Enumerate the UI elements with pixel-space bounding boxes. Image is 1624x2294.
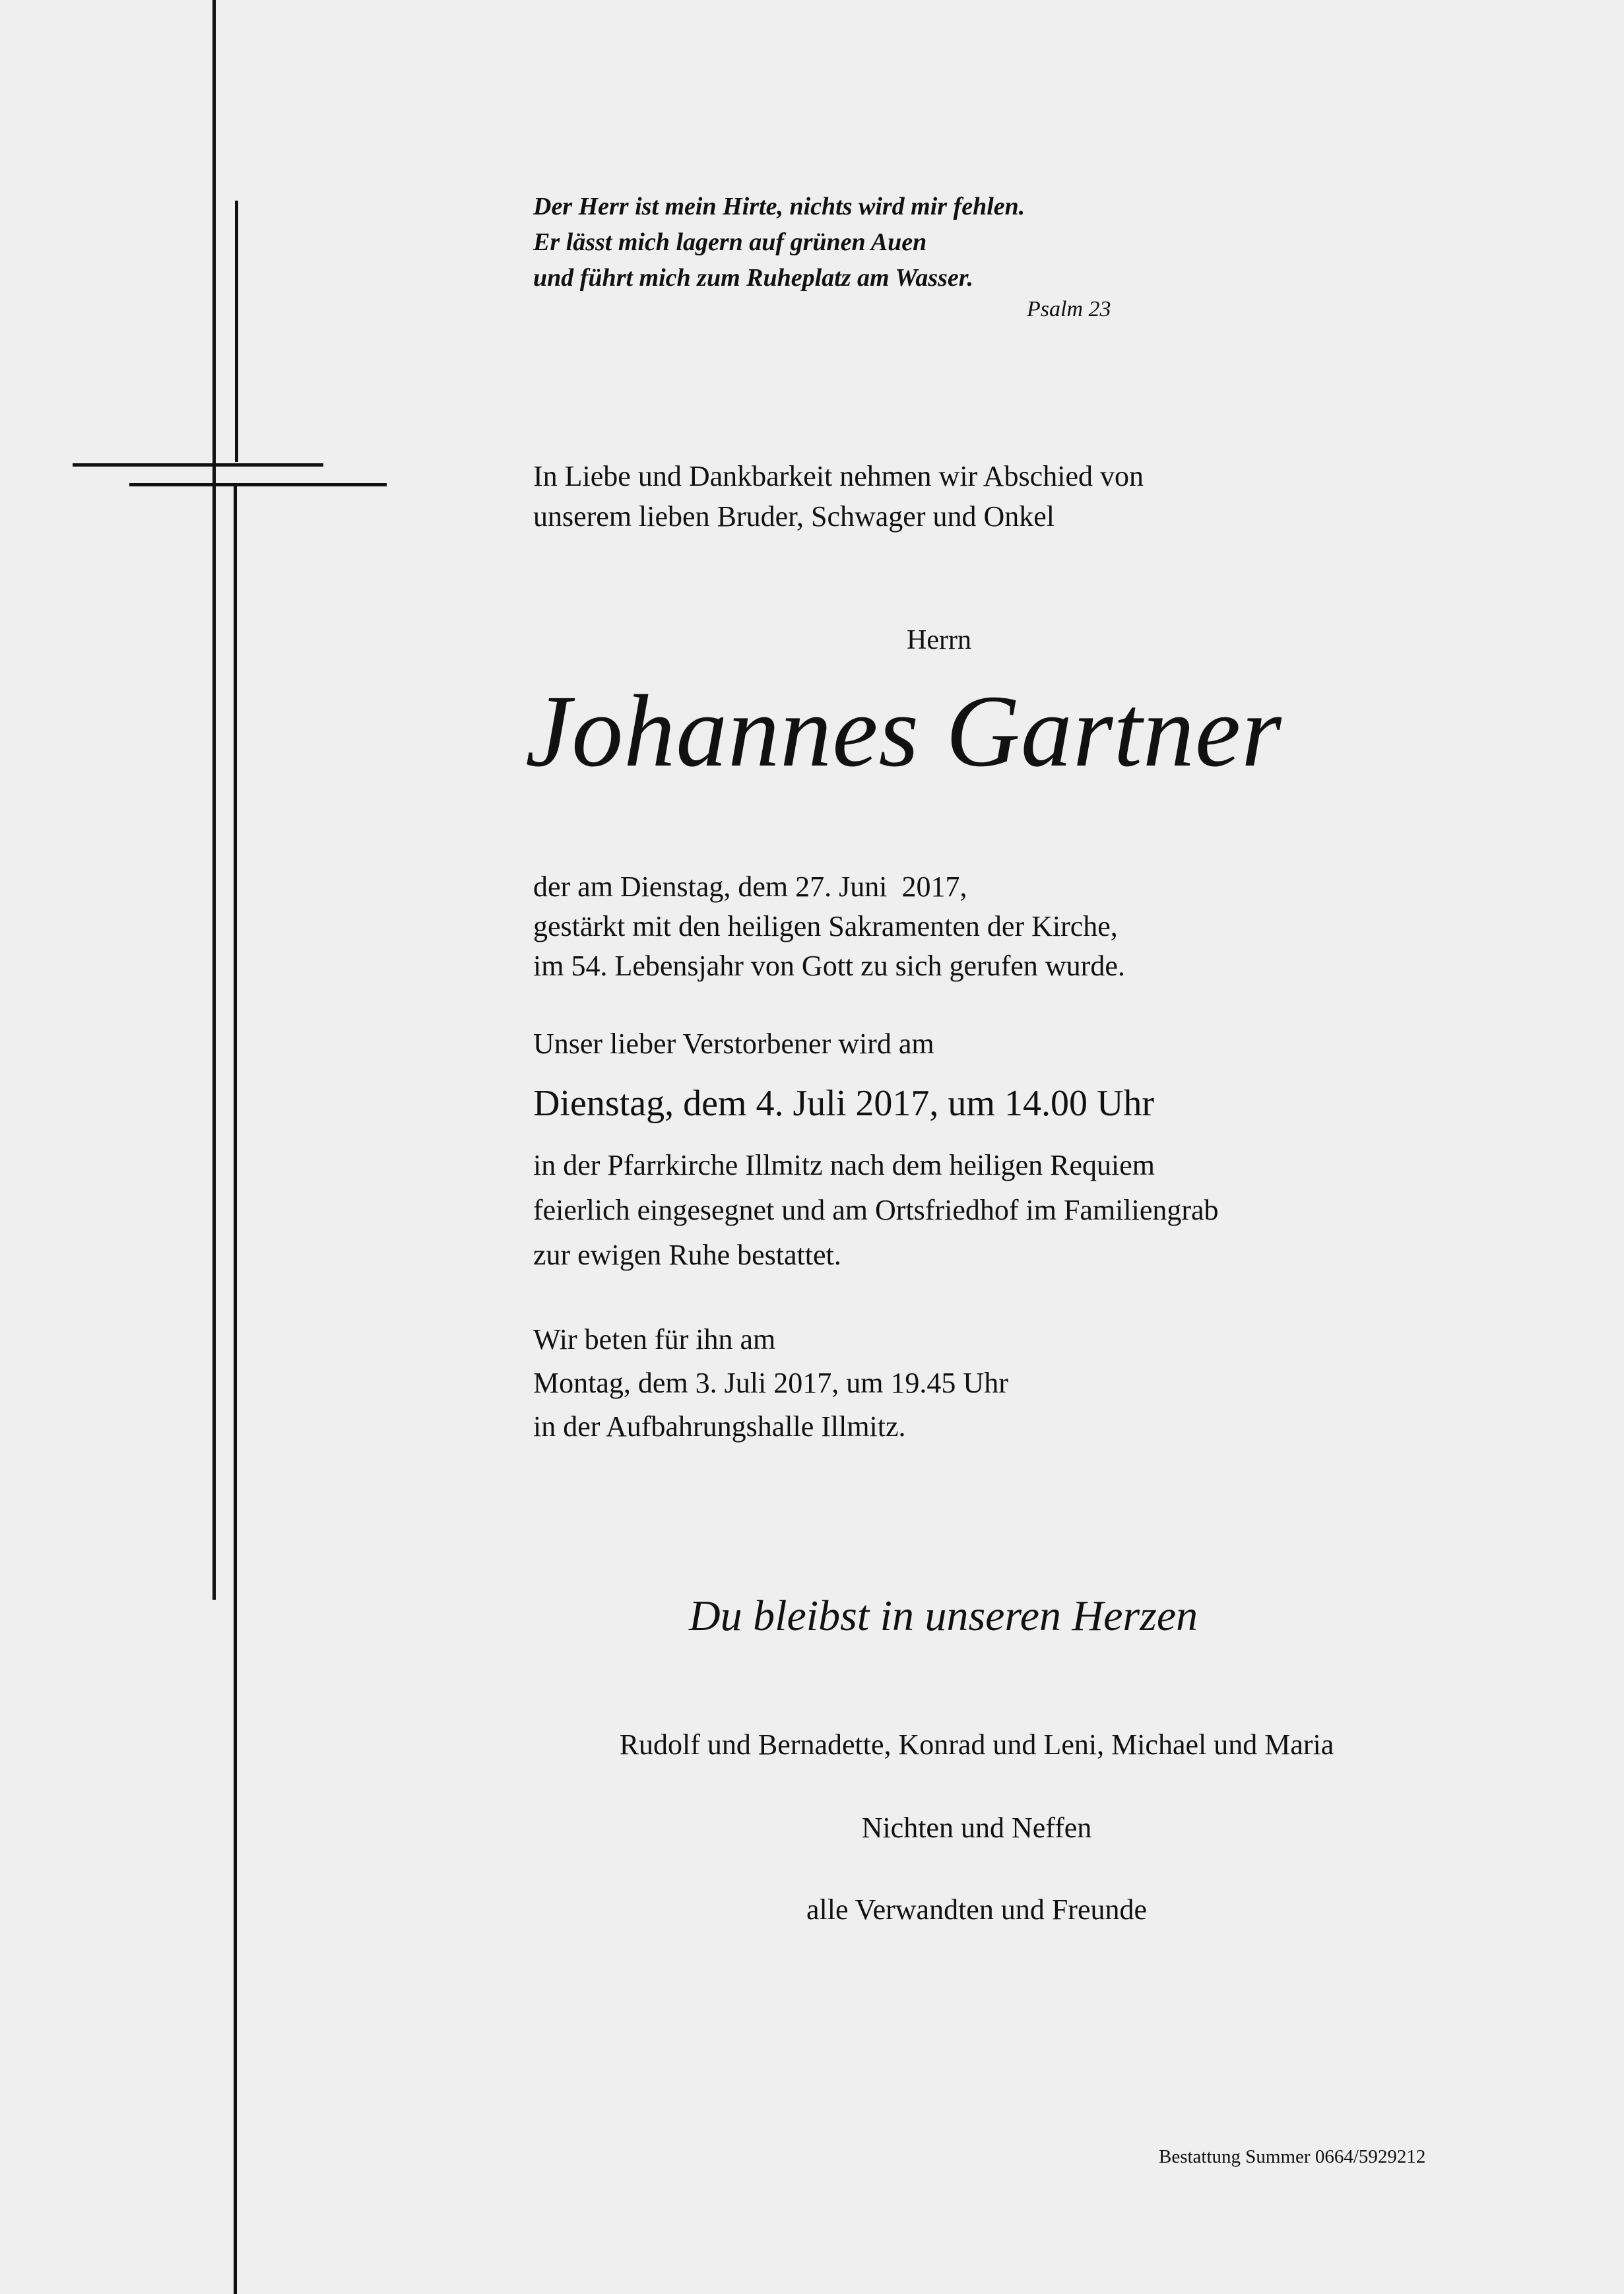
cross-left-vertical — [212, 0, 216, 1600]
funeral-date: Dienstag, dem 4. Juli 2017, um 14.00 Uhr — [533, 1083, 1155, 1124]
prayer-line-3: in der Aufbahrungshalle Illmitz. — [533, 1410, 906, 1443]
death-notice-line-1: der am Dienstag, dem 27. Juni 2017, — [533, 870, 967, 903]
funeral-line-3: zur ewigen Ruhe bestattet. — [533, 1239, 841, 1271]
intro-line-1: In Liebe und Dankbarkeit nehmen wir Abschied von — [533, 460, 1144, 492]
mourners-siblings: Rudolf und Bernadette, Konrad und Leni, Michael und Maria — [619, 1728, 1334, 1761]
psalm-reference: Psalm 23 — [1027, 297, 1111, 321]
psalm-line-3: und führt mich zum Ruheplatz am Wasser. — [533, 264, 973, 292]
cross-right-crossbar — [129, 483, 387, 486]
deceased-name: Johannes Gartner — [525, 674, 1282, 788]
funeral-home-imprint: Bestattung Summer 0664/5929212 — [1159, 2146, 1426, 2167]
psalm-line-1: Der Herr ist mein Hirte, nichts wird mir fehlen. — [533, 193, 1025, 220]
funeral-line-2: feierlich eingesegnet und am Ortsfriedhof im Familiengrab — [533, 1194, 1219, 1226]
prayer-line-2: Montag, dem 3. Juli 2017, um 19.45 Uhr — [533, 1367, 1008, 1399]
intro-line-2: unserem lieben Bruder, Schwager und Onkel — [533, 500, 1055, 533]
salutation: Herrn — [907, 625, 971, 655]
cross-left-crossbar — [73, 463, 323, 467]
mourners-nephews: Nichten und Neffen — [861, 1812, 1092, 1844]
death-notice-line-2: gestärkt mit den heiligen Sakramenten der Kirche, — [533, 910, 1118, 942]
mourners-relatives: alle Verwandten und Freunde — [806, 1893, 1148, 1926]
death-notice-line-3: im 54. Lebensjahr von Gott zu sich gerufen wurde. — [533, 950, 1125, 982]
prayer-line-1: Wir beten für ihn am — [533, 1323, 776, 1356]
psalm-line-2: Er lässt mich lagern auf grünen Auen — [533, 228, 927, 256]
cross-right-vertical-lower — [234, 484, 237, 2294]
funeral-intro: Unser lieber Verstorbener wird am — [533, 1028, 934, 1060]
closing-phrase: Du bleibst in unseren Herzen — [689, 1592, 1198, 1640]
cross-right-vertical-upper — [235, 201, 238, 462]
funeral-line-1: in der Pfarrkirche Illmitz nach dem heiligen Requiem — [533, 1149, 1155, 1181]
